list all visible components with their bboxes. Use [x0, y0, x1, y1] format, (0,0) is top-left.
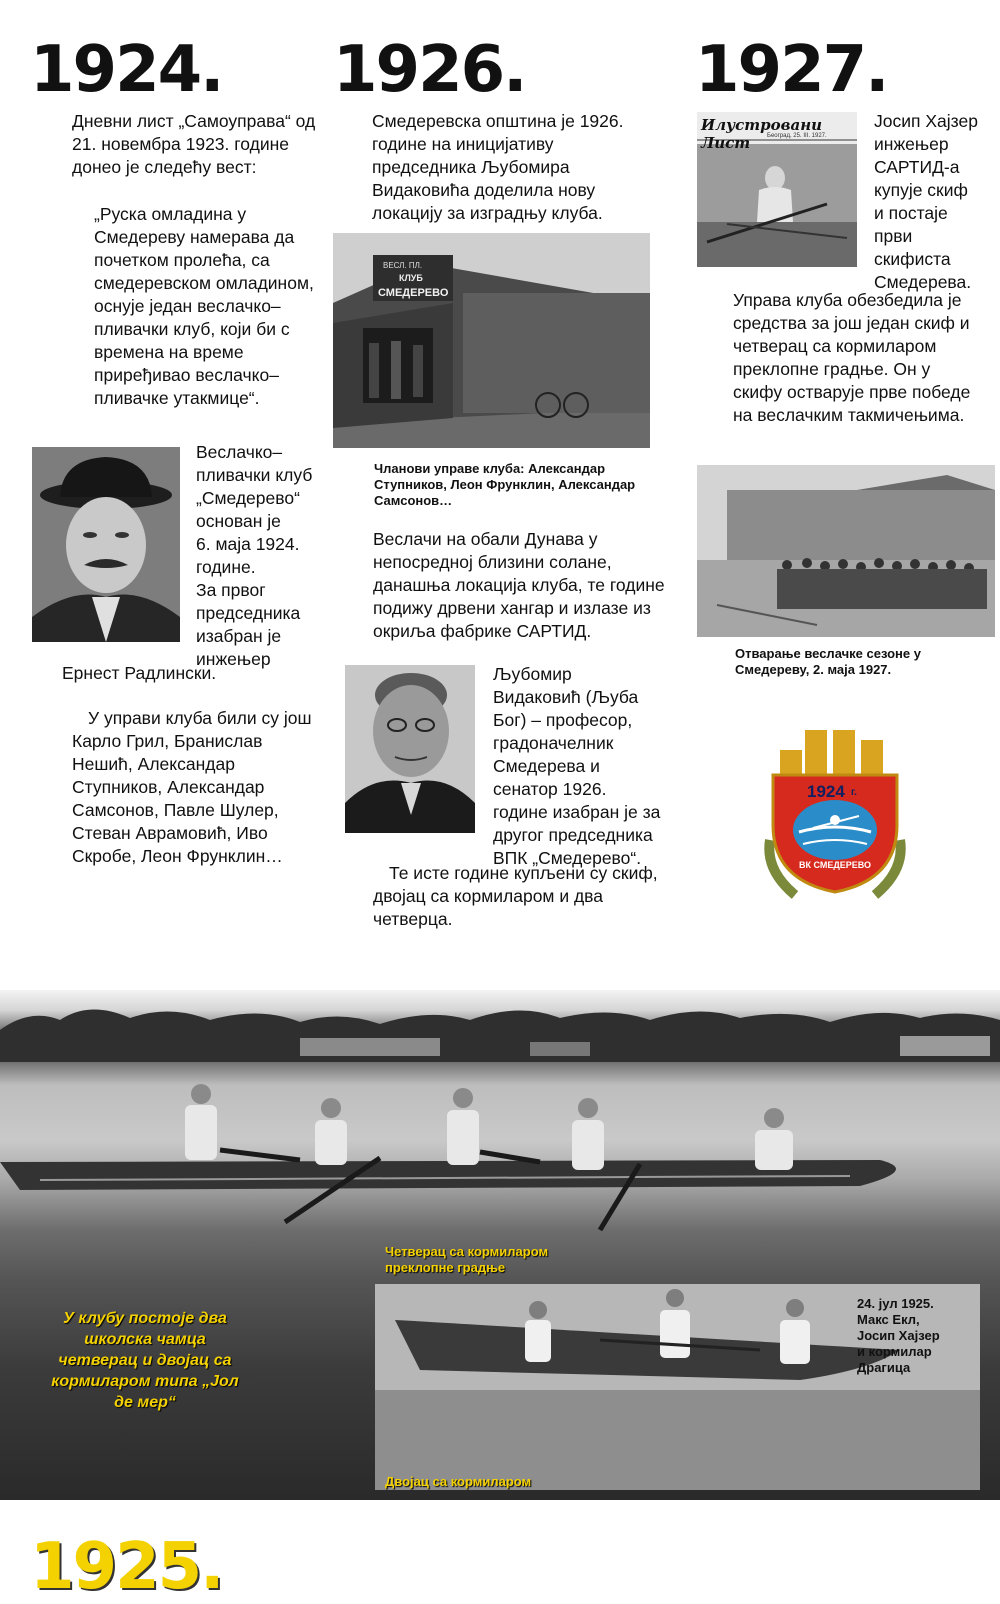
year-1926-heading: 1926. — [333, 33, 526, 107]
magazine-date: Београд, 25. III. 1927. — [767, 133, 827, 139]
emblem-year: 1924 — [807, 782, 845, 801]
col2-vidakovic: Љубомир Видаковић (Љуба Бог) – професор, градоначелник Смедерева и сенатор 1926. године изабран је за другог председника ВПК „Смедерево“. — [493, 664, 661, 868]
year-1927-heading: 1927. — [695, 33, 888, 107]
magazine-cover — [697, 112, 857, 267]
col1-board: У управи клуба били су још Карло Грил, Бранислав Нешић, Александар Ступников, Александар Самсонов, Павле Шулер, Стеван Аврамовић, Иво Скробе, Леон Фрунклин… — [72, 708, 312, 866]
club-emblem — [755, 720, 915, 905]
season-opening-caption: Отварање веслачке сезоне у Смедереву, 2. маја 1927. — [735, 646, 921, 677]
hangar-sign-mid: КЛУБ — [399, 273, 423, 283]
pair-photo-date-caption: 24. јул 1925. Макс Екл, Јосип Хајзер и кормилар Драгица — [857, 1296, 940, 1375]
year-1925-heading: 1925. — [30, 1530, 223, 1604]
season-opening-photo — [697, 465, 995, 637]
emblem-year-suffix: г. — [851, 787, 857, 798]
col1-founded: Веслачко– пливачки клуб „Смедерево“ основан је 6. маја 1924. године. За првог председника изабран је инжењер — [196, 442, 313, 669]
hangar-sign-top: ВЕСЛ. ПЛ. — [383, 261, 423, 270]
col2-intro: Смедеревска општина је 1926. године на иницијативу председника Љубомира Видаковића доделила нову локацију за изградњу клуба. — [372, 111, 624, 223]
col1-intro: Дневни лист „Самоуправа“ од 21. новембра 1923. године донео је следећу вест: — [72, 111, 316, 177]
hangar-photo-caption: Чланови управе клуба: Александар Ступников, Леон Фрунклин, Александар Самсонов… — [374, 461, 636, 508]
col1-quote: „Руска омладина у Смедереву намерава да почетком пролећа, са смедеревском омладином, оснује један веслачко–пливачки клуб, који би с времена на време приређивао веслачко–пливачке утакмице“. — [94, 204, 314, 408]
emblem-club-name: ВК СМЕДЕРЕВО — [798, 860, 872, 870]
ernest-radlinski-photo — [32, 447, 180, 642]
magazine-title: Илустровани Лист — [701, 116, 823, 152]
hangar-sign-main: СМЕДЕРЕВО — [378, 287, 449, 299]
col3-hajzer: Јосип Хајзер инжењер САРТИД-а купује скиф и постаје први скифиста Смедерева. — [874, 111, 978, 292]
club-hangar-photo — [333, 233, 650, 448]
col1-founded-name: Ернест Радлински. — [62, 663, 217, 683]
col2-rowers: Веслачи на обали Дунава у непосредној близини солане, данашња локација клуба, те године подижу дрвени хангар и излазе из окриља фабрике САРТИД. — [373, 529, 665, 641]
four-boat-caption: Четверац са кормиларом преклопне градње — [385, 1244, 549, 1275]
text-1925: У клубу постоје два школска чамца четверац и двојац са кормиларом типа „Јол де мер“ — [51, 1310, 239, 1411]
col3-board2: Управа клуба обезбедила је средства за још један скиф и четверац са кормиларом преклопне градње. Он у скифу остварује прве победе на веслачким такмичењима. — [733, 290, 971, 425]
year-1924-heading: 1924. — [30, 33, 223, 107]
ljubomir-vidakovic-photo — [345, 665, 475, 833]
pair-boat-caption: Двојац са кормиларом — [385, 1474, 532, 1489]
col2-boats: Те исте године купљени су скиф, двојац са кормиларом и два четверца. — [373, 863, 658, 929]
